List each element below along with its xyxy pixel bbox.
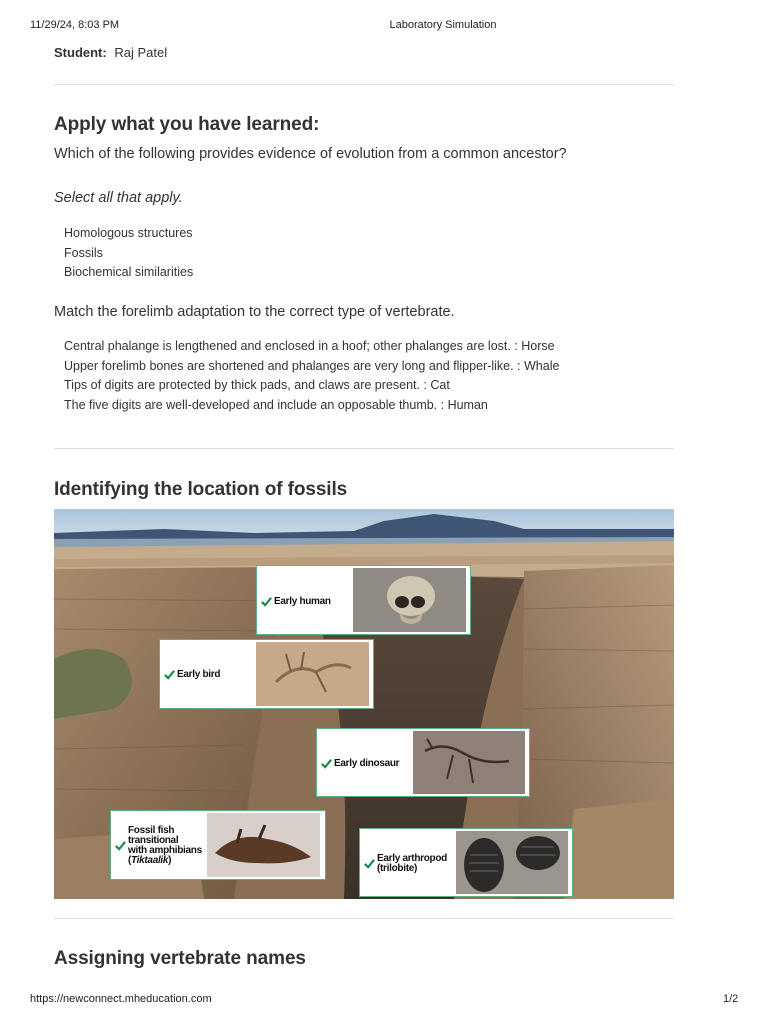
fossil-card-fossil-fish: [110, 810, 326, 880]
question-evidence: Which of the following provides evidence of evolution from a common ancestor?: [54, 146, 567, 162]
card-label-early-bird: Early bird: [177, 669, 221, 680]
human-skull-photo: [353, 568, 466, 632]
card-label-early-human: Early human: [274, 596, 331, 607]
fossil-card-early-arthropod: [359, 828, 573, 897]
dinosaur-fossil-photo: [413, 731, 525, 794]
divider: [54, 84, 674, 85]
card-label-early-arthropod: [377, 854, 447, 874]
answer-item: Fossils: [64, 245, 103, 260]
answer-item: The five digits are well-developed and include an opposable thumb. : Human: [64, 397, 488, 412]
card-label-early-dinosaur: Early dinosaur: [334, 758, 400, 769]
select-all-instruction: Select all that apply.: [54, 190, 183, 206]
arthropod-label-line: Early arthropod: [377, 853, 447, 864]
bird-fossil-photo: [256, 642, 369, 706]
fish-label-line: with amphibians: [128, 845, 202, 856]
student-label: Student:: [54, 45, 107, 60]
section-heading-apply: Apply what you have learned:: [54, 114, 320, 135]
checkmark-icon: [115, 840, 126, 851]
trilobite-fossil-image: [456, 831, 568, 894]
forelimb-answer-list: [64, 337, 559, 415]
question-forelimb: Match the forelimb adaptation to the correct type of vertebrate.: [54, 304, 455, 320]
bird-fossil-image: [256, 642, 369, 706]
answer-item: Tips of digits are protected by thick pads, and claws are present. : Cat: [64, 378, 450, 392]
answer-item: Upper forelimb bones are shortened and phalanges are very long and flipper-like. : Whale: [64, 358, 560, 373]
fish-label-line: (Tiktaalik): [128, 855, 172, 866]
fish-label-line: transitional: [128, 835, 179, 846]
card-label-fossil-fish: [128, 826, 202, 866]
print-footer-url[interactable]: https://newconnect.mheducation.com: [30, 993, 212, 1005]
checkmark-icon: [321, 758, 332, 769]
skull-image: [353, 568, 466, 632]
print-datetime: 11/29/24, 8:03 PM: [30, 19, 120, 31]
print-title: Laboratory Simulation: [389, 19, 497, 31]
answer-item: Biochemical similarities: [64, 265, 194, 279]
evidence-answer-list: [64, 224, 193, 283]
checkmark-icon: [364, 858, 375, 869]
fish-label-line: Fossil fish: [128, 825, 175, 836]
section-heading-vertebrate-names: Assigning vertebrate names: [54, 948, 306, 969]
tiktaalik-label: Tiktaalik: [131, 855, 169, 866]
checkmark-icon: [261, 596, 272, 607]
student-name: Raj Patel: [114, 45, 168, 60]
answer-item: Homologous structures: [64, 226, 193, 240]
fossil-card-early-bird: [159, 639, 374, 709]
divider: [54, 448, 674, 449]
section-heading-fossils: Identifying the location of fossils: [54, 479, 348, 500]
fossil-card-early-human: [256, 565, 471, 635]
student-line: [54, 45, 167, 60]
canyon-fossil-scene: [54, 509, 674, 899]
print-page-number: 1/2: [723, 993, 739, 1005]
answer-item: Central phalange is lengthened and enclosed in a hoof; other phalanges are lost. : Horse: [64, 339, 555, 353]
trilobite-fossil-photo: [456, 831, 568, 894]
arthropod-label-line: (trilobite): [377, 863, 418, 874]
tiktaalik-fossil-image: [207, 813, 320, 877]
divider: [54, 918, 674, 919]
checkmark-icon: [164, 669, 175, 680]
dinosaur-fossil-image: [413, 731, 525, 794]
fossil-card-early-dinosaur: [316, 728, 530, 797]
tiktaalik-fossil-photo: [207, 813, 320, 877]
